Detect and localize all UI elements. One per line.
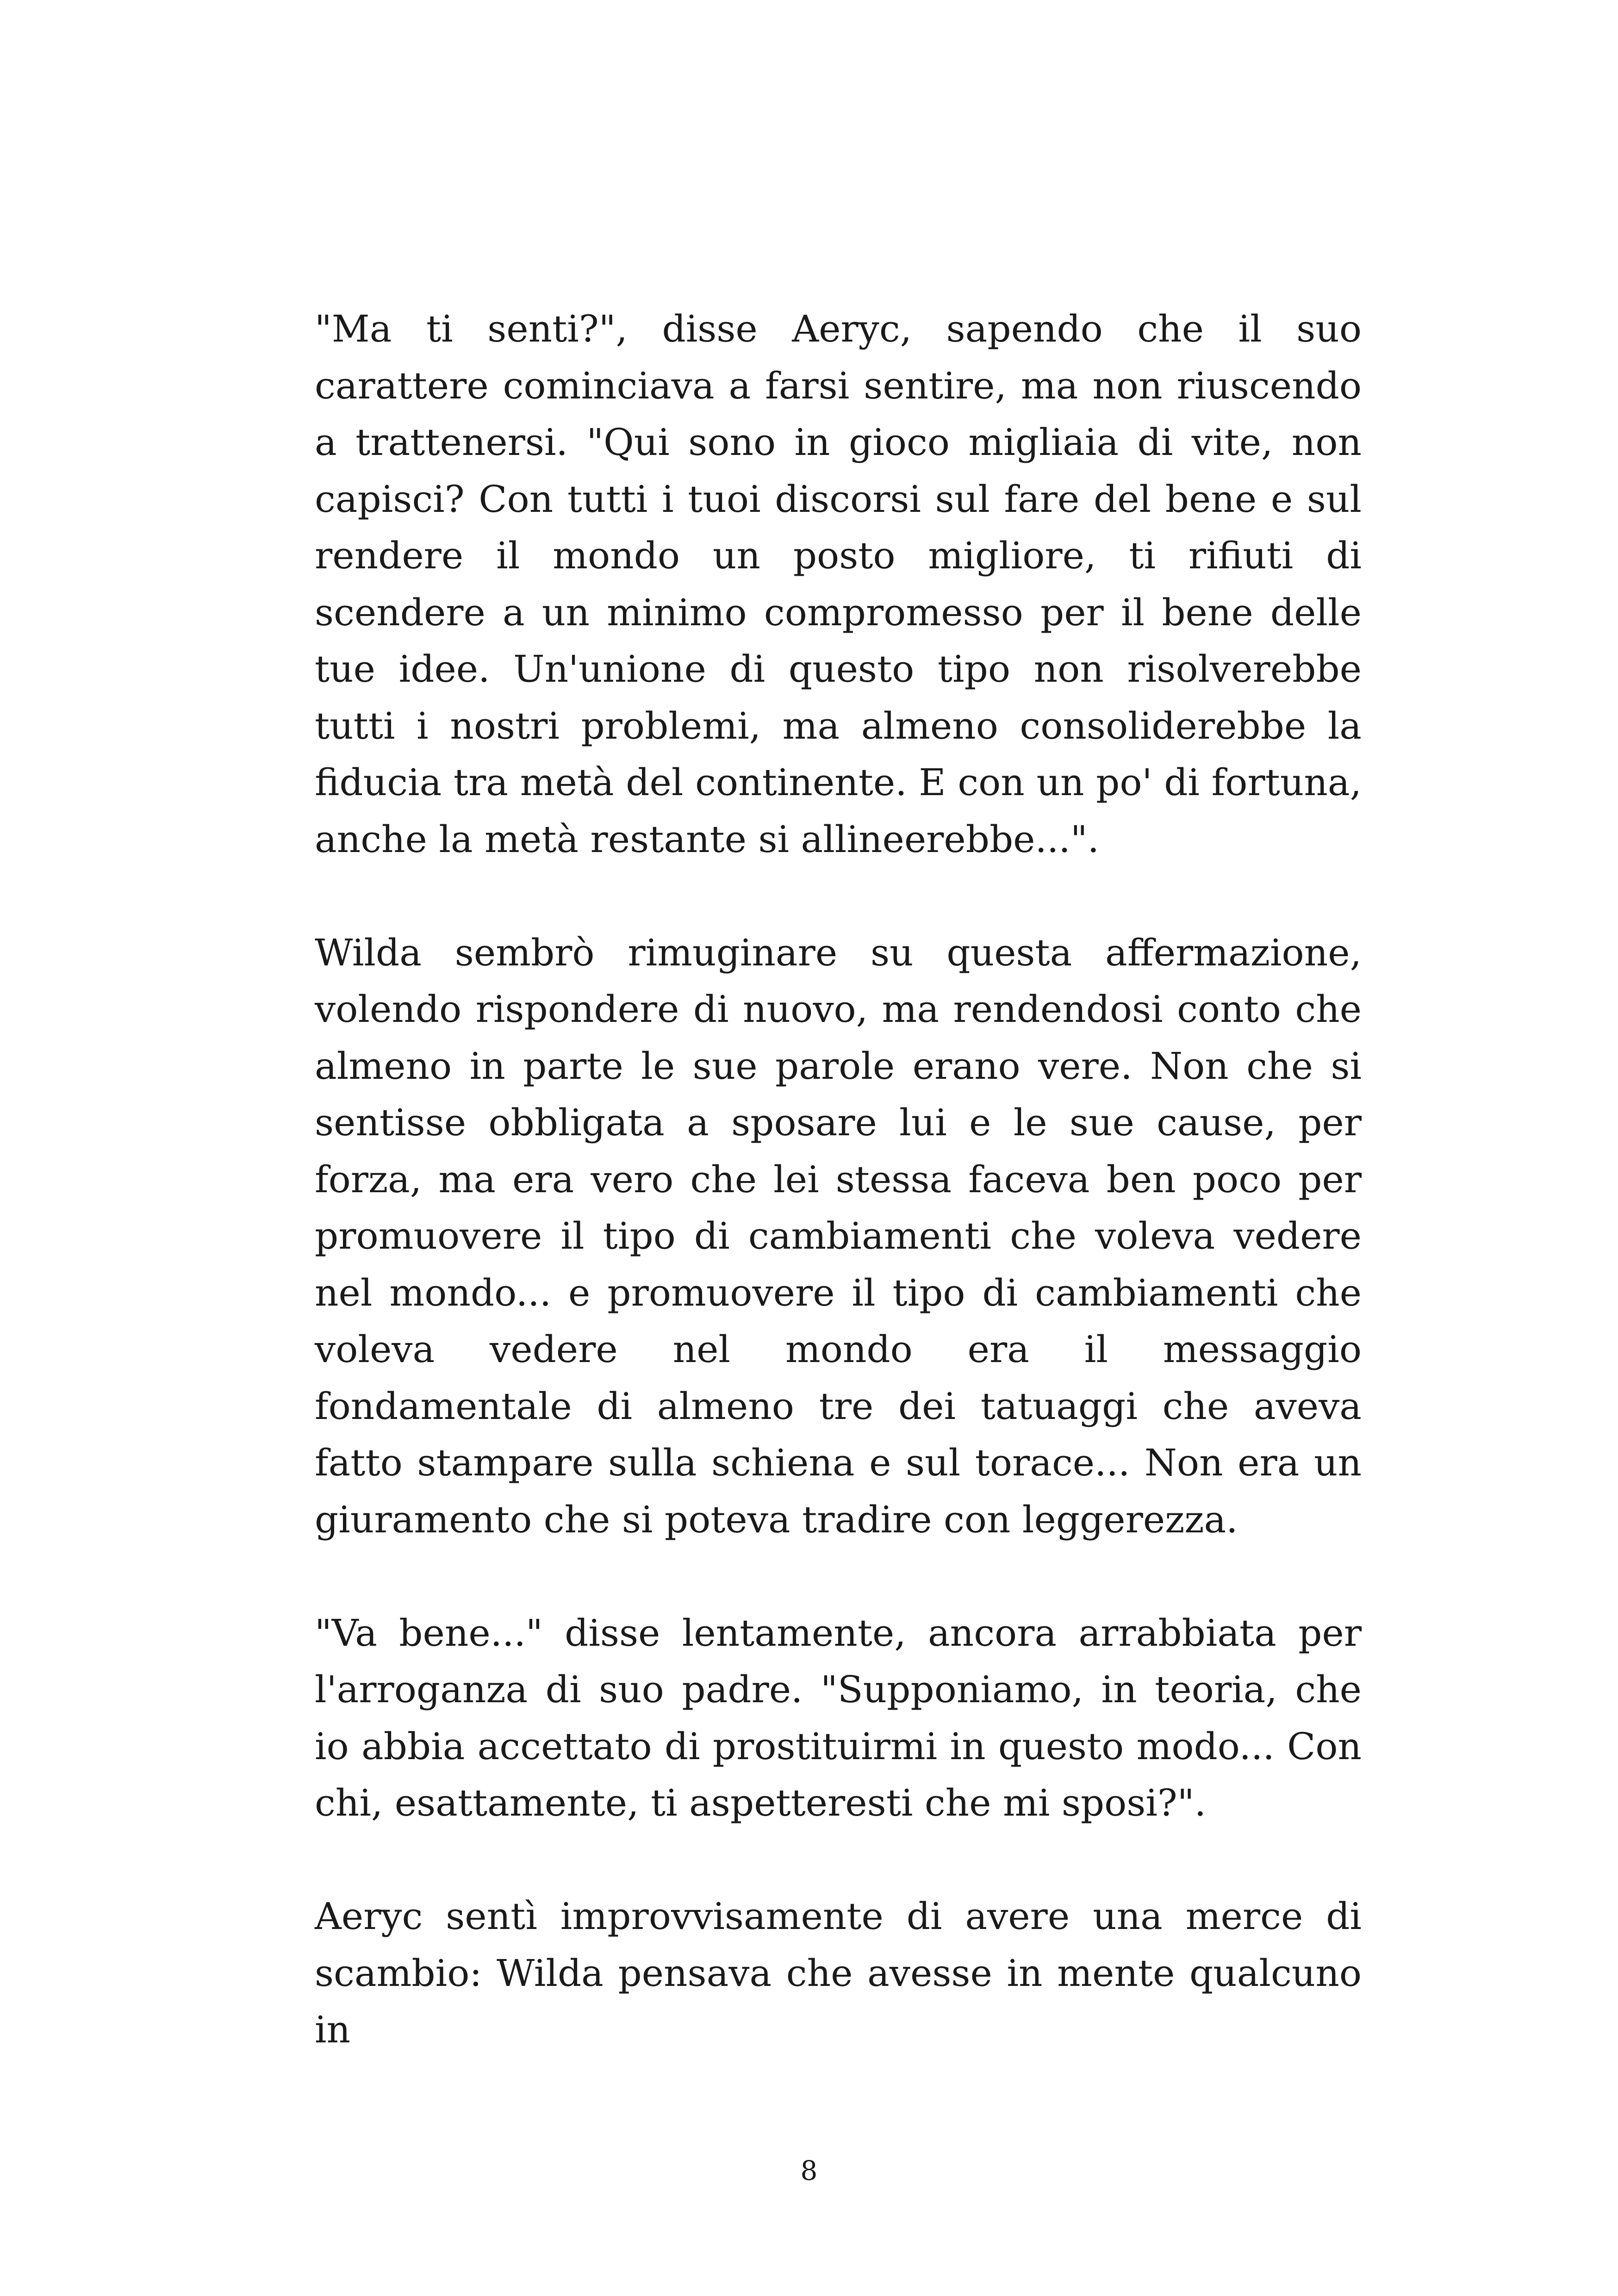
page-number: 8 [800, 2155, 818, 2186]
paragraph-2: Wilda sembrò rimuginare su questa affermazione, volendo rispondere di nuovo, ma rendendosi conto che almeno in parte le sue parole erano vere. Non che si sentisse obbligata a sposare lui e le sue cause, per forza, ma era vero che lei stessa faceva ben poco per promuovere il tipo di cambiamenti che voleva vedere nel mondo... e promuovere il tipo di cambiamenti che voleva vedere nel mondo era il messaggio fondamentale di almeno tre dei tatuaggi che aveva fatto stampare sulla schiena e sul torace... Non era un giuramento che si poteva tradire con leggerezza. [315, 931, 1362, 1541]
body-text [315, 301, 1362, 2059]
paragraph-4: Aeryc sentì improvvisamente di avere una merce di scambio: Wilda pensava che avesse in mente qualcuno in [315, 1895, 1362, 2051]
paragraph-1: "Ma ti senti?", disse Aeryc, sapendo che il suo carattere cominciava a farsi sentire, ma non riuscendo a trattenersi. "Qui sono in gioco migliaia di vite, non capisci? Con tutti i tuoi discorsi sul fare del bene e sul rendere il mondo un posto migliore, ti rifiuti di scendere a un minimo compromesso per il bene delle tue idee. Un'unione di questo tipo non risolverebbe tutti i nostri problemi, ma almeno consoliderebbe la fiducia tra metà del continente. E con un po' di fortuna, anche la metà restante si allineerebbe...". [315, 307, 1362, 861]
paragraph-3: "Va bene..." disse lentamente, ancora arrabbiata per l'arroganza di suo padre. "Supponiamo, in teoria, che io abbia accettato di prostituirmi in questo modo... Con chi, esattamente, ti aspetteresti che mi sposi?". [315, 1611, 1362, 1824]
